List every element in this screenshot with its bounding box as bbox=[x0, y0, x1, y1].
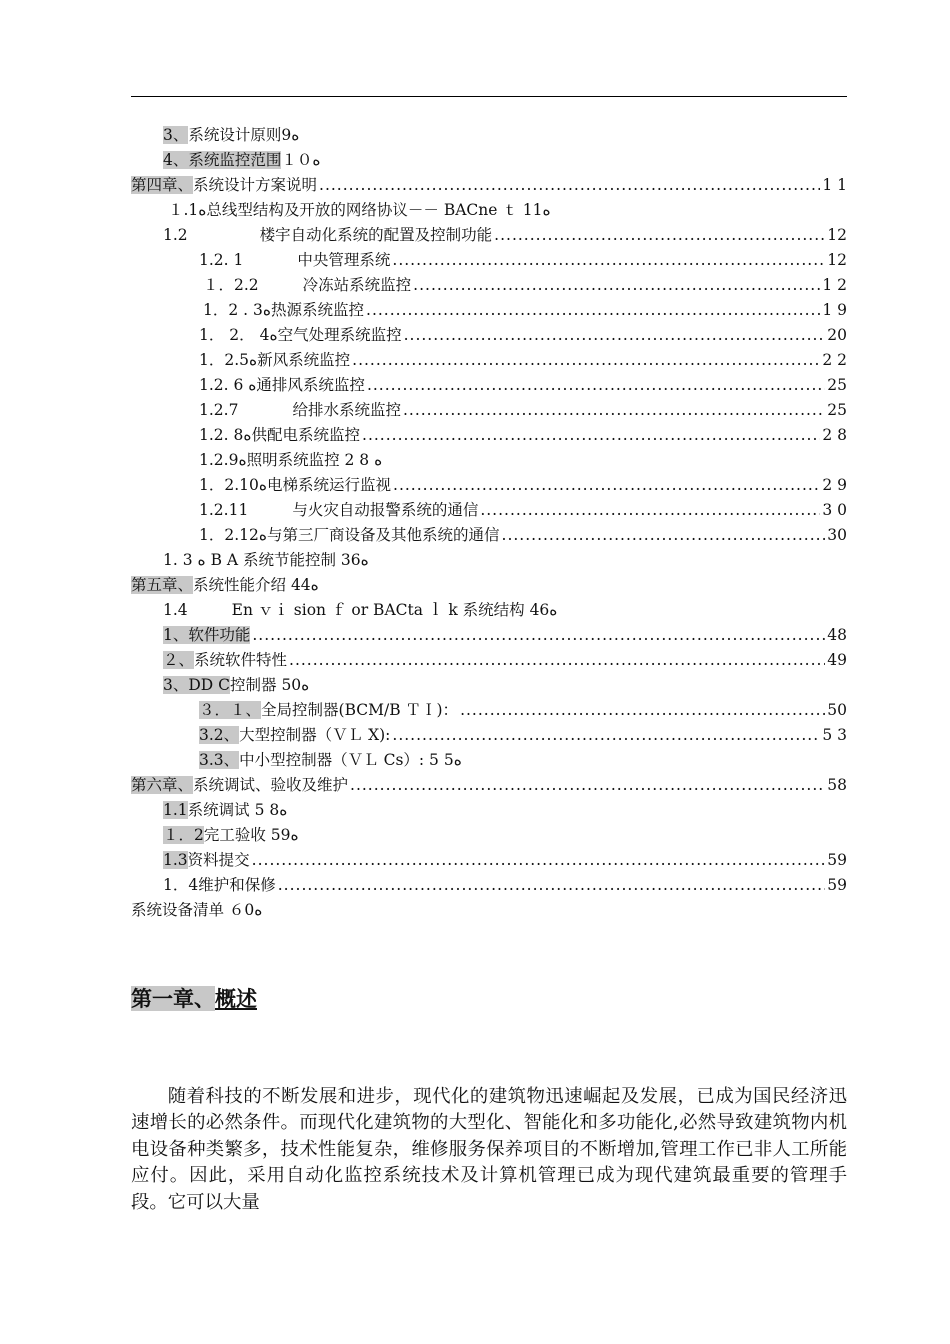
toc-entry-label bbox=[199, 374, 365, 396]
toc-entry-label bbox=[163, 224, 492, 246]
toc-dot-leader bbox=[366, 299, 820, 321]
toc-entry[interactable] bbox=[199, 749, 462, 771]
toc-entry[interactable] bbox=[131, 574, 319, 596]
toc-entry-title: 楼宇自动化系统的配置及控制功能 bbox=[259, 226, 493, 244]
toc-entry-label bbox=[199, 249, 390, 271]
toc-entry-title: 冷冻站系统监控 bbox=[302, 276, 412, 294]
toc-entry-text: 系统设备清单 ６0ه bbox=[131, 901, 263, 919]
toc-page-number: 58 bbox=[827, 776, 847, 794]
toc-highlighted-text: ３．１、 bbox=[199, 701, 262, 719]
toc-entry[interactable] bbox=[163, 224, 847, 246]
toc-entry-label bbox=[131, 574, 319, 596]
toc-entry-text: 1． 2． 4ه空气处理系统监控 bbox=[199, 326, 402, 344]
toc-dot-leader bbox=[404, 324, 826, 346]
toc-dot-leader bbox=[362, 424, 820, 446]
toc-entry-text: 1．2.5ه新风系统监控 bbox=[199, 351, 351, 369]
toc-dot-leader bbox=[413, 274, 820, 296]
toc-dot-leader bbox=[350, 774, 825, 796]
toc-entry[interactable] bbox=[199, 724, 847, 746]
toc-highlighted-text: 1.3 bbox=[163, 851, 188, 869]
toc-highlighted-text: 3.3、 bbox=[199, 751, 240, 769]
toc-page-number: 50 bbox=[827, 701, 847, 719]
toc-page-number: 59 bbox=[827, 876, 847, 894]
header-rule bbox=[131, 96, 847, 97]
toc-entry-text: 1.2. 8ه供配电系统监控 bbox=[199, 426, 361, 444]
chapter-title: 概述 bbox=[215, 986, 257, 1011]
toc-entry[interactable] bbox=[163, 824, 299, 846]
toc-entry[interactable] bbox=[163, 649, 847, 671]
toc-page-number: 1 1 bbox=[822, 176, 847, 194]
toc-highlighted-text: 3.2、 bbox=[199, 726, 240, 744]
toc-dot-leader bbox=[278, 874, 826, 896]
toc-entry-label bbox=[199, 474, 391, 496]
toc-dot-leader bbox=[352, 349, 820, 371]
toc-dot-leader bbox=[480, 499, 820, 521]
toc-dot-leader bbox=[393, 474, 820, 496]
toc-entry-label bbox=[199, 349, 350, 371]
toc-entry-text: 中小型控制器（ＶＬ Cs）: 5 5ه bbox=[239, 751, 462, 769]
toc-highlighted-text: 1.1 bbox=[163, 801, 188, 819]
toc-entry-label bbox=[168, 199, 551, 221]
toc-entry-text: 1.2 bbox=[163, 226, 188, 244]
toc-entry[interactable] bbox=[131, 174, 847, 196]
toc-entry[interactable] bbox=[163, 799, 287, 821]
toc-entry-title: 中央管理系统 bbox=[297, 251, 391, 269]
toc-entry[interactable] bbox=[199, 499, 847, 521]
toc-entry-text: 1.2.9ه照明系统监控 2 8 ه bbox=[199, 451, 383, 469]
toc-entry-label bbox=[199, 324, 402, 346]
toc-entry[interactable] bbox=[199, 474, 847, 496]
toc-dot-leader bbox=[252, 624, 825, 646]
toc-entry[interactable] bbox=[199, 324, 847, 346]
toc-entry-label bbox=[163, 649, 287, 671]
toc-dot-leader bbox=[494, 224, 825, 246]
toc-entry[interactable] bbox=[199, 449, 382, 471]
toc-entry-label bbox=[199, 724, 390, 746]
toc-entry-text: 全局控制器(BCM/B ＴＩ)： bbox=[261, 701, 459, 719]
toc-entry[interactable] bbox=[163, 624, 847, 646]
toc-entry[interactable] bbox=[131, 899, 262, 921]
toc-entry[interactable] bbox=[168, 199, 551, 221]
toc-entry-label bbox=[199, 449, 382, 471]
toc-entry-label bbox=[163, 874, 276, 896]
toc-entry-text: 系统软件特性 bbox=[194, 651, 288, 669]
toc-entry-label bbox=[163, 149, 321, 171]
toc-entry-text: 1.2.11 bbox=[199, 501, 249, 519]
toc-entry-text: 1.2.7 bbox=[199, 401, 239, 419]
toc-entry-label bbox=[199, 699, 458, 721]
toc-entry-text: 系统设计方案说明 bbox=[193, 176, 318, 194]
toc-entry-label bbox=[163, 624, 250, 646]
toc-page-number: 20 bbox=[827, 326, 847, 344]
toc-entry-label bbox=[199, 499, 478, 521]
toc-entry-text: 控制器 50ه bbox=[230, 676, 310, 694]
toc-entry-text: 资料提交 bbox=[187, 851, 250, 869]
toc-entry-label bbox=[199, 399, 401, 421]
toc-highlighted-text: 第六章、 bbox=[131, 776, 194, 794]
toc-entry-label bbox=[163, 674, 309, 696]
toc-entry[interactable] bbox=[199, 374, 847, 396]
toc-page-number: 25 bbox=[827, 401, 847, 419]
toc-entry[interactable] bbox=[199, 699, 847, 721]
toc-highlighted-text: 3、 bbox=[163, 126, 189, 144]
toc-entry[interactable] bbox=[203, 299, 847, 321]
toc-entry[interactable] bbox=[163, 874, 847, 896]
toc-entry-text: 系统性能介绍 44ه bbox=[193, 576, 319, 594]
toc-page-number: 2 9 bbox=[822, 476, 847, 494]
toc-page-number: 12 bbox=[827, 226, 847, 244]
toc-entry-title: En ｖｉ sion ｆ or BACta ｌ k 系统结构 46ه bbox=[231, 601, 558, 619]
toc-page-number: 1 2 bbox=[822, 276, 847, 294]
toc-dot-leader bbox=[403, 399, 825, 421]
toc-entry[interactable] bbox=[131, 774, 847, 796]
toc-dot-leader bbox=[319, 174, 820, 196]
toc-entry-label bbox=[163, 549, 369, 571]
toc-entry-text: 1.4 bbox=[163, 601, 188, 619]
toc-page-number: 5 3 bbox=[822, 726, 847, 744]
toc-entry[interactable] bbox=[199, 524, 847, 546]
toc-entry-label bbox=[163, 824, 299, 846]
toc-entry[interactable] bbox=[163, 599, 557, 621]
toc-entry-label bbox=[131, 899, 262, 921]
toc-dot-leader bbox=[392, 724, 820, 746]
toc-entry-label bbox=[131, 774, 348, 796]
toc-highlighted-text: 第五章、 bbox=[131, 576, 194, 594]
toc-entry[interactable] bbox=[163, 674, 309, 696]
chapter-heading bbox=[131, 984, 257, 1014]
toc-entry-text: 1. 3 ه B A 系统节能控制 36ه bbox=[163, 551, 369, 569]
toc-entry-text: 系统调试 5 8ه bbox=[187, 801, 288, 819]
toc-entry-text: １．2.2 bbox=[203, 276, 259, 294]
toc-entry-label bbox=[199, 749, 462, 771]
toc-entry-text: 系统设计原则9ه bbox=[188, 126, 300, 144]
chapter-number: 第一章、 bbox=[131, 986, 215, 1011]
toc-page-number: 48 bbox=[827, 626, 847, 644]
toc-page-number: 30 bbox=[827, 526, 847, 544]
toc-dot-leader bbox=[460, 699, 825, 721]
toc-page-number: 49 bbox=[827, 651, 847, 669]
toc-page-number: 3 0 bbox=[822, 501, 847, 519]
toc-highlighted-text: １．2 bbox=[163, 826, 204, 844]
toc-entry-label bbox=[199, 424, 360, 446]
toc-page-number: 1 9 bbox=[822, 301, 847, 319]
toc-dot-leader bbox=[367, 374, 825, 396]
toc-dot-leader bbox=[289, 649, 825, 671]
toc-entry-text: 1．2.10ه电梯系统运行监视 bbox=[199, 476, 392, 494]
toc-entry-label bbox=[203, 274, 411, 296]
toc-entry-label bbox=[163, 849, 250, 871]
toc-highlighted-text: 4、系统监控范围 bbox=[163, 151, 282, 169]
toc-entry[interactable] bbox=[163, 849, 847, 871]
toc-dot-leader bbox=[502, 524, 826, 546]
toc-dot-leader bbox=[252, 849, 826, 871]
toc-entry[interactable] bbox=[199, 424, 847, 446]
toc-highlighted-text: 3、DD C bbox=[163, 676, 231, 694]
toc-entry-text: １０ه bbox=[281, 151, 321, 169]
toc-entry-text: 大型控制器（ＶＬ X): bbox=[239, 726, 391, 744]
toc-entry-text: 1．4维护和保修 bbox=[163, 876, 276, 894]
toc-entry[interactable] bbox=[163, 149, 321, 171]
toc-entry-label bbox=[163, 799, 287, 821]
toc-entry-title: 与火灾自动报警系统的通信 bbox=[292, 501, 479, 519]
toc-entry-text: 1.2. 1 bbox=[199, 251, 244, 269]
toc-entry-label bbox=[199, 524, 500, 546]
body-paragraph: 随着科技的不断发展和进步，现代化的建筑物迅速崛起及发展，已成为国民经济迅速增长的必然条件。而现代化建筑物的大型化、智能化和多功能化,必然导致建筑物内机电设备种类繁多，技术性能复杂，维修服务保养项目的不断增加,管理工作已非人工所能应付。因此，采用自动化监控系统技术及计算机管理已成为现代建筑最重要的管理手段。它可以大量 bbox=[131, 1086, 847, 1213]
toc-entry[interactable] bbox=[199, 399, 847, 421]
toc-entry[interactable] bbox=[199, 249, 847, 271]
toc-entry-text: 系统调试、验收及维护 bbox=[193, 776, 349, 794]
toc-entry-label bbox=[163, 124, 299, 146]
toc-entry-text: 1.2. 6 ه通排风系统监控 bbox=[199, 376, 365, 394]
toc-page-number: 25 bbox=[827, 376, 847, 394]
toc-highlighted-text: ２、 bbox=[163, 651, 195, 669]
toc-entry-label bbox=[203, 299, 364, 321]
toc-entry-text: 1．2.12ه与第三厂商设备及其他系统的通信 bbox=[199, 526, 500, 544]
toc-entry-label bbox=[163, 599, 557, 621]
toc-highlighted-text: 1、软件功能 bbox=[163, 626, 251, 644]
toc-page-number: 59 bbox=[827, 851, 847, 869]
toc-page-number: 2 2 bbox=[822, 351, 847, 369]
toc-entry-text: １.1ه总线型结构及开放的网络协议－－ BACne ｔ 11ه bbox=[168, 201, 551, 219]
toc-entry[interactable] bbox=[203, 274, 847, 296]
toc-highlighted-text: 第四章、 bbox=[131, 176, 194, 194]
toc-page-number: 12 bbox=[827, 251, 847, 269]
toc-entry[interactable] bbox=[163, 549, 369, 571]
toc-entry[interactable] bbox=[199, 349, 847, 371]
toc-entry-title: 给排水系统监控 bbox=[292, 401, 401, 419]
toc-dot-leader bbox=[392, 249, 825, 271]
toc-page-number: 2 8 bbox=[822, 426, 847, 444]
toc-entry-text: 完工验收 59ه bbox=[203, 826, 299, 844]
toc-entry-label bbox=[131, 174, 317, 196]
toc-entry[interactable] bbox=[163, 124, 299, 146]
toc-entry-text: 1．2 . 3ه热源系统监控 bbox=[203, 301, 365, 319]
